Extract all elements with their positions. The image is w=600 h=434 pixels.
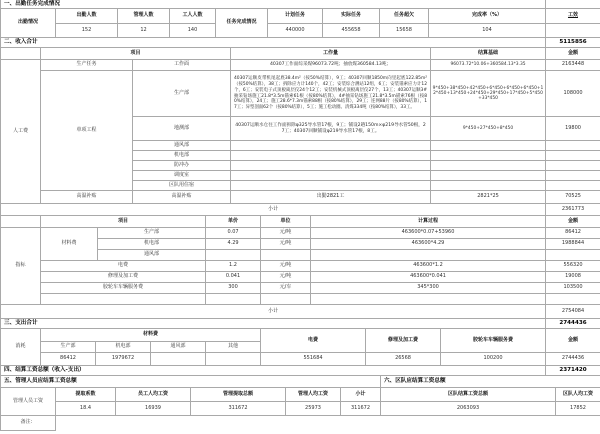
table-row: [1, 204, 600, 216]
expense-vehicle-value: 100200: [441, 353, 546, 366]
worker-avg-header: 员工人均工资: [116, 388, 191, 402]
row-label-repair: 修理及加工费: [41, 272, 206, 283]
income-amount-header: 金额: [546, 48, 600, 60]
material-prod-amount: 86412: [546, 228, 600, 239]
indicators-corner-cell: [1, 216, 41, 228]
mgr-total-value: 311672: [191, 402, 286, 416]
row-label-ventilation-dept: 通风部: [133, 141, 231, 151]
material-mech-price: 4.29: [206, 239, 261, 250]
income-title: 二、收入合计: [1, 38, 546, 48]
mechanical-dept-amount: [546, 151, 600, 161]
task-gap-value: 15658: [380, 24, 429, 38]
wages-table: [0, 387, 600, 416]
indicators-calc-header: 计算过程: [311, 216, 546, 228]
wages-subtotal-value: 311672: [341, 402, 381, 416]
row-label-team-lodging: 区队用住宿: [133, 181, 231, 191]
labor-cost-label: 人工费: [1, 60, 41, 204]
manager-wages-title: 五、管理人员应结算工资总额: [1, 376, 381, 388]
production-dept-workload: 40307运顺皮带机尾起底38.4m²（按50%结算），9工；40307回顺1850m向里起底122.85m²（按50%结算），38工；拆除应力计140个，42工；安装综合测站12组，6工；安装锚索应力计12个，6工；安装电子式顶板离层仪24个12工；安装机械式顶板离层仪27个，13工；40307运顺3#抽采钻场施工21.8*3.5m锚索61根（按80%结算），4#抽采钻场施工21.8*3.5m锚索76根（按80%结算），24工；施工28.6*7.3m锚索88根（按80%结算），29工；连网88片（按80%结算），17工；异型剖面62个（按80%结算），5工；施工松动圈。清煤334吨（按80%结算），33工。: [231, 71, 431, 117]
indicators-price-header: 单价: [206, 216, 261, 228]
dispatch-room-basis: [431, 171, 546, 181]
expense-material-header: 材料费: [41, 329, 261, 342]
material-mech-unit: 元/吨: [261, 239, 311, 250]
labor-subtotal-amount: 2361773: [546, 204, 600, 216]
team-total-value: 2063093: [381, 402, 556, 416]
material-vent-calc: [311, 250, 546, 261]
expense-electric-header: 电费: [261, 329, 366, 353]
consumption-label: 消耗: [1, 329, 41, 366]
team-avg-value: 17852: [556, 402, 600, 416]
actual-task-header: 实际任务: [323, 9, 380, 24]
mechanical-dept-workload: [231, 151, 431, 161]
material-cost-label: 材料费: [41, 228, 98, 261]
rockburst-office-basis: [431, 161, 546, 171]
row-label-material-prod: 生产部: [98, 228, 206, 239]
material-vent-price: [206, 250, 261, 261]
attend-count-header: 出勤人数: [56, 9, 118, 24]
expense-other-header: 其他: [206, 342, 261, 353]
settlement-title: 四、结算工资总额（收入-支出）: [1, 366, 546, 376]
expense-total: 2744436: [546, 319, 600, 329]
mgr-total-header: 管理提取总额: [191, 388, 286, 402]
row-label-mechanical-dept: 机电部: [133, 151, 231, 161]
attendance-situation-label: 出勤情况: [1, 9, 56, 38]
expense-other-value: [206, 353, 261, 366]
mgr-avg-value: 25973: [286, 402, 341, 416]
indicators-table: [0, 215, 600, 319]
worker-avg-value: 16939: [116, 402, 191, 416]
row-label-geology-dept: 地测部: [133, 117, 231, 141]
indicators-empty-price: [206, 294, 261, 305]
indicators-empty-calc: [311, 294, 546, 305]
dispatch-room-amount: [546, 171, 600, 181]
repair-unit: 元/吨: [261, 272, 311, 283]
heat-subsidy-amount: 70525: [546, 191, 600, 204]
efficiency-header: 工效: [546, 9, 600, 24]
income-table: [0, 47, 600, 216]
ventilation-dept-amount: [546, 141, 600, 151]
row-label-vehicle: 胶轮车车辆服务费: [41, 283, 206, 294]
income-item-header: 项目: [41, 48, 231, 60]
heat-subsidy-workload: 出勤2821工: [231, 191, 431, 204]
team-total-header: 区队结算工资总额: [381, 388, 556, 402]
team-lodging-amount: [546, 181, 600, 191]
indicators-label: 指标: [1, 228, 41, 305]
table-row: [1, 71, 600, 117]
material-prod-unit: 元/吨: [261, 228, 311, 239]
vehicle-price: 300: [206, 283, 261, 294]
heat-subsidy-group-label: 高温补贴: [41, 191, 133, 204]
dispatch-room-workload: [231, 171, 431, 181]
indicators-empty-unit: [261, 294, 311, 305]
material-vent-amount: [546, 250, 600, 261]
single-project-group-label: 单项工程: [41, 71, 133, 191]
team-avg-header: 区队人均工资: [556, 388, 600, 402]
repair-price: 0.041: [206, 272, 261, 283]
repair-amount: 19008: [546, 272, 600, 283]
manager-wage-label: 管理人员工资: [1, 388, 56, 416]
material-prod-calc: 463600*0.07+53960: [311, 228, 546, 239]
indicators-amount-header: 金额: [546, 216, 600, 228]
electric-calc: 463600*1.2: [311, 261, 546, 272]
table-row: [1, 60, 600, 71]
team-lodging-basis: [431, 181, 546, 191]
income-corner-cell: [1, 48, 41, 60]
expense-repair-value: 26568: [366, 353, 441, 366]
expense-mech-value: 1979672: [96, 353, 151, 366]
completion-rate-header: 完成率（%）: [429, 9, 546, 24]
ventilation-dept-workload: [231, 141, 431, 151]
remark-label: 备注：: [1, 416, 56, 431]
table-row: [1, 261, 600, 272]
row-label-heat-subsidy: 高温补贴: [133, 191, 231, 204]
expense-amount-value: 2744436: [546, 353, 600, 366]
vehicle-calc: 345*300: [311, 283, 546, 294]
indicators-item-header: 项目: [41, 216, 206, 228]
row-label-electric: 电费: [41, 261, 206, 272]
row-label-workface: 工作面: [133, 60, 231, 71]
material-vent-unit: [261, 250, 311, 261]
expense-electric-value: 551684: [261, 353, 366, 366]
heat-subsidy-basis: 2821*25: [431, 191, 546, 204]
task-completion-label: 任务完成情况: [216, 9, 268, 38]
wages-subtotal-header: 小计: [341, 388, 381, 402]
coef-header: 提取系数: [56, 388, 116, 402]
indicators-empty-amount: [546, 294, 600, 305]
expense-mech-header: 机电部: [96, 342, 151, 353]
team-lodging-workload: [231, 181, 431, 191]
planned-task-header: 计划任务: [268, 9, 323, 24]
table-row: [1, 305, 600, 319]
repair-calc: 463600*0.041: [311, 272, 546, 283]
expense-vehicle-header: 胶轮车车辆服务费: [441, 329, 546, 353]
manager-count-header: 管理人数: [118, 9, 170, 24]
production-dept-basis: 9*450+38*450+42*450+6*450+6*450+6*450+12*450+13*450+24*450+29*450+17*450+5*450+33*450: [431, 71, 546, 117]
income-total: 5115856: [546, 38, 600, 48]
vehicle-amount: 103500: [546, 283, 600, 294]
attendance-table: [0, 8, 600, 38]
production-dept-amount: 108000: [546, 71, 600, 117]
workface-basis: 96073.72*10.06+360584.13*3.35: [431, 60, 546, 71]
production-task-group-label: 生产任务: [41, 60, 133, 71]
attend-count-value: 152: [56, 24, 118, 38]
material-prod-price: 0.07: [206, 228, 261, 239]
indicators-empty-row-label: [41, 294, 206, 305]
indicators-subtotal-label: 小计: [1, 305, 546, 319]
electric-amount: 556320: [546, 261, 600, 272]
efficiency-value: [546, 24, 600, 38]
settlement-total: 2371420: [546, 366, 600, 376]
manager-count-value: 12: [118, 24, 170, 38]
indicators-subtotal-amount: 2754084: [546, 305, 600, 319]
workface-amount: 2163448: [546, 60, 600, 71]
electric-unit: 元/吨: [261, 261, 311, 272]
row-label-production-dept: 生产部: [133, 71, 231, 117]
remark-table: [0, 415, 600, 431]
geology-dept-amount: 19800: [546, 117, 600, 141]
worker-count-value: 140: [170, 24, 216, 38]
row-label-rockburst-office: 防冲办: [133, 161, 231, 171]
expense-vent-value: [151, 353, 206, 366]
vehicle-unit: 元/车: [261, 283, 311, 294]
mechanical-dept-basis: [431, 151, 546, 161]
planned-task-value: 440000: [268, 24, 323, 38]
row-label-material-vent: 通风部: [98, 250, 206, 261]
material-mech-calc: 463600*4.29: [311, 239, 546, 250]
actual-task-value: 455658: [323, 24, 380, 38]
expense-prod-value: 86412: [41, 353, 96, 366]
table-row: [1, 272, 600, 283]
electric-price: 1.2: [206, 261, 261, 272]
expense-table: [0, 328, 600, 366]
table-row: [1, 294, 600, 305]
team-wages-title: 六、区队应结算工资总额: [381, 376, 600, 388]
rockburst-office-amount: [546, 161, 600, 171]
table-row: [1, 191, 600, 204]
geology-dept-basis: 9*450+27*450+8*450: [431, 117, 546, 141]
indicators-unit-header: 单位: [261, 216, 311, 228]
expense-title: 三、支出合计: [1, 319, 546, 329]
attendance-title: 一、出勤任务完成情况: [1, 0, 546, 9]
ventilation-dept-basis: [431, 141, 546, 151]
material-mech-amount: 1988844: [546, 239, 600, 250]
workface-workload: 40307工作面综采煤96073.72吨；抽放煤360584.13吨；: [231, 60, 431, 71]
expense-amount-header: 金额: [546, 329, 600, 353]
coef-value: 18.4: [56, 402, 116, 416]
task-gap-header: 任务超欠: [380, 9, 429, 24]
income-basis-header: 结算基础: [431, 48, 546, 60]
labor-subtotal-label: 小计: [1, 204, 546, 216]
completion-rate-value: 104: [429, 24, 546, 38]
row-label-material-mech: 机电部: [98, 239, 206, 250]
table-row: [1, 283, 600, 294]
expense-vent-header: 通风部: [151, 342, 206, 353]
geology-dept-workload: 40307运顺水仓往工作面拆除φ325导水管17根，9工；铺设2趟150m×φ219导水管50根，27工；40307回顺铺设φ219导水管17根，8工。: [231, 117, 431, 141]
expense-prod-header: 生产部: [41, 342, 96, 353]
expense-repair-header: 修理及加工费: [366, 329, 441, 353]
remark-content: [56, 416, 600, 431]
table-row: [1, 228, 600, 239]
table-row: [1, 402, 600, 416]
table-row: [1, 353, 600, 366]
income-workload-header: 工作量: [231, 48, 431, 60]
worker-count-header: 工人人数: [170, 9, 216, 24]
rockburst-office-workload: [231, 161, 431, 171]
row-label-dispatch-room: 调度室: [133, 171, 231, 181]
mgr-avg-header: 管理人均工资: [286, 388, 341, 402]
